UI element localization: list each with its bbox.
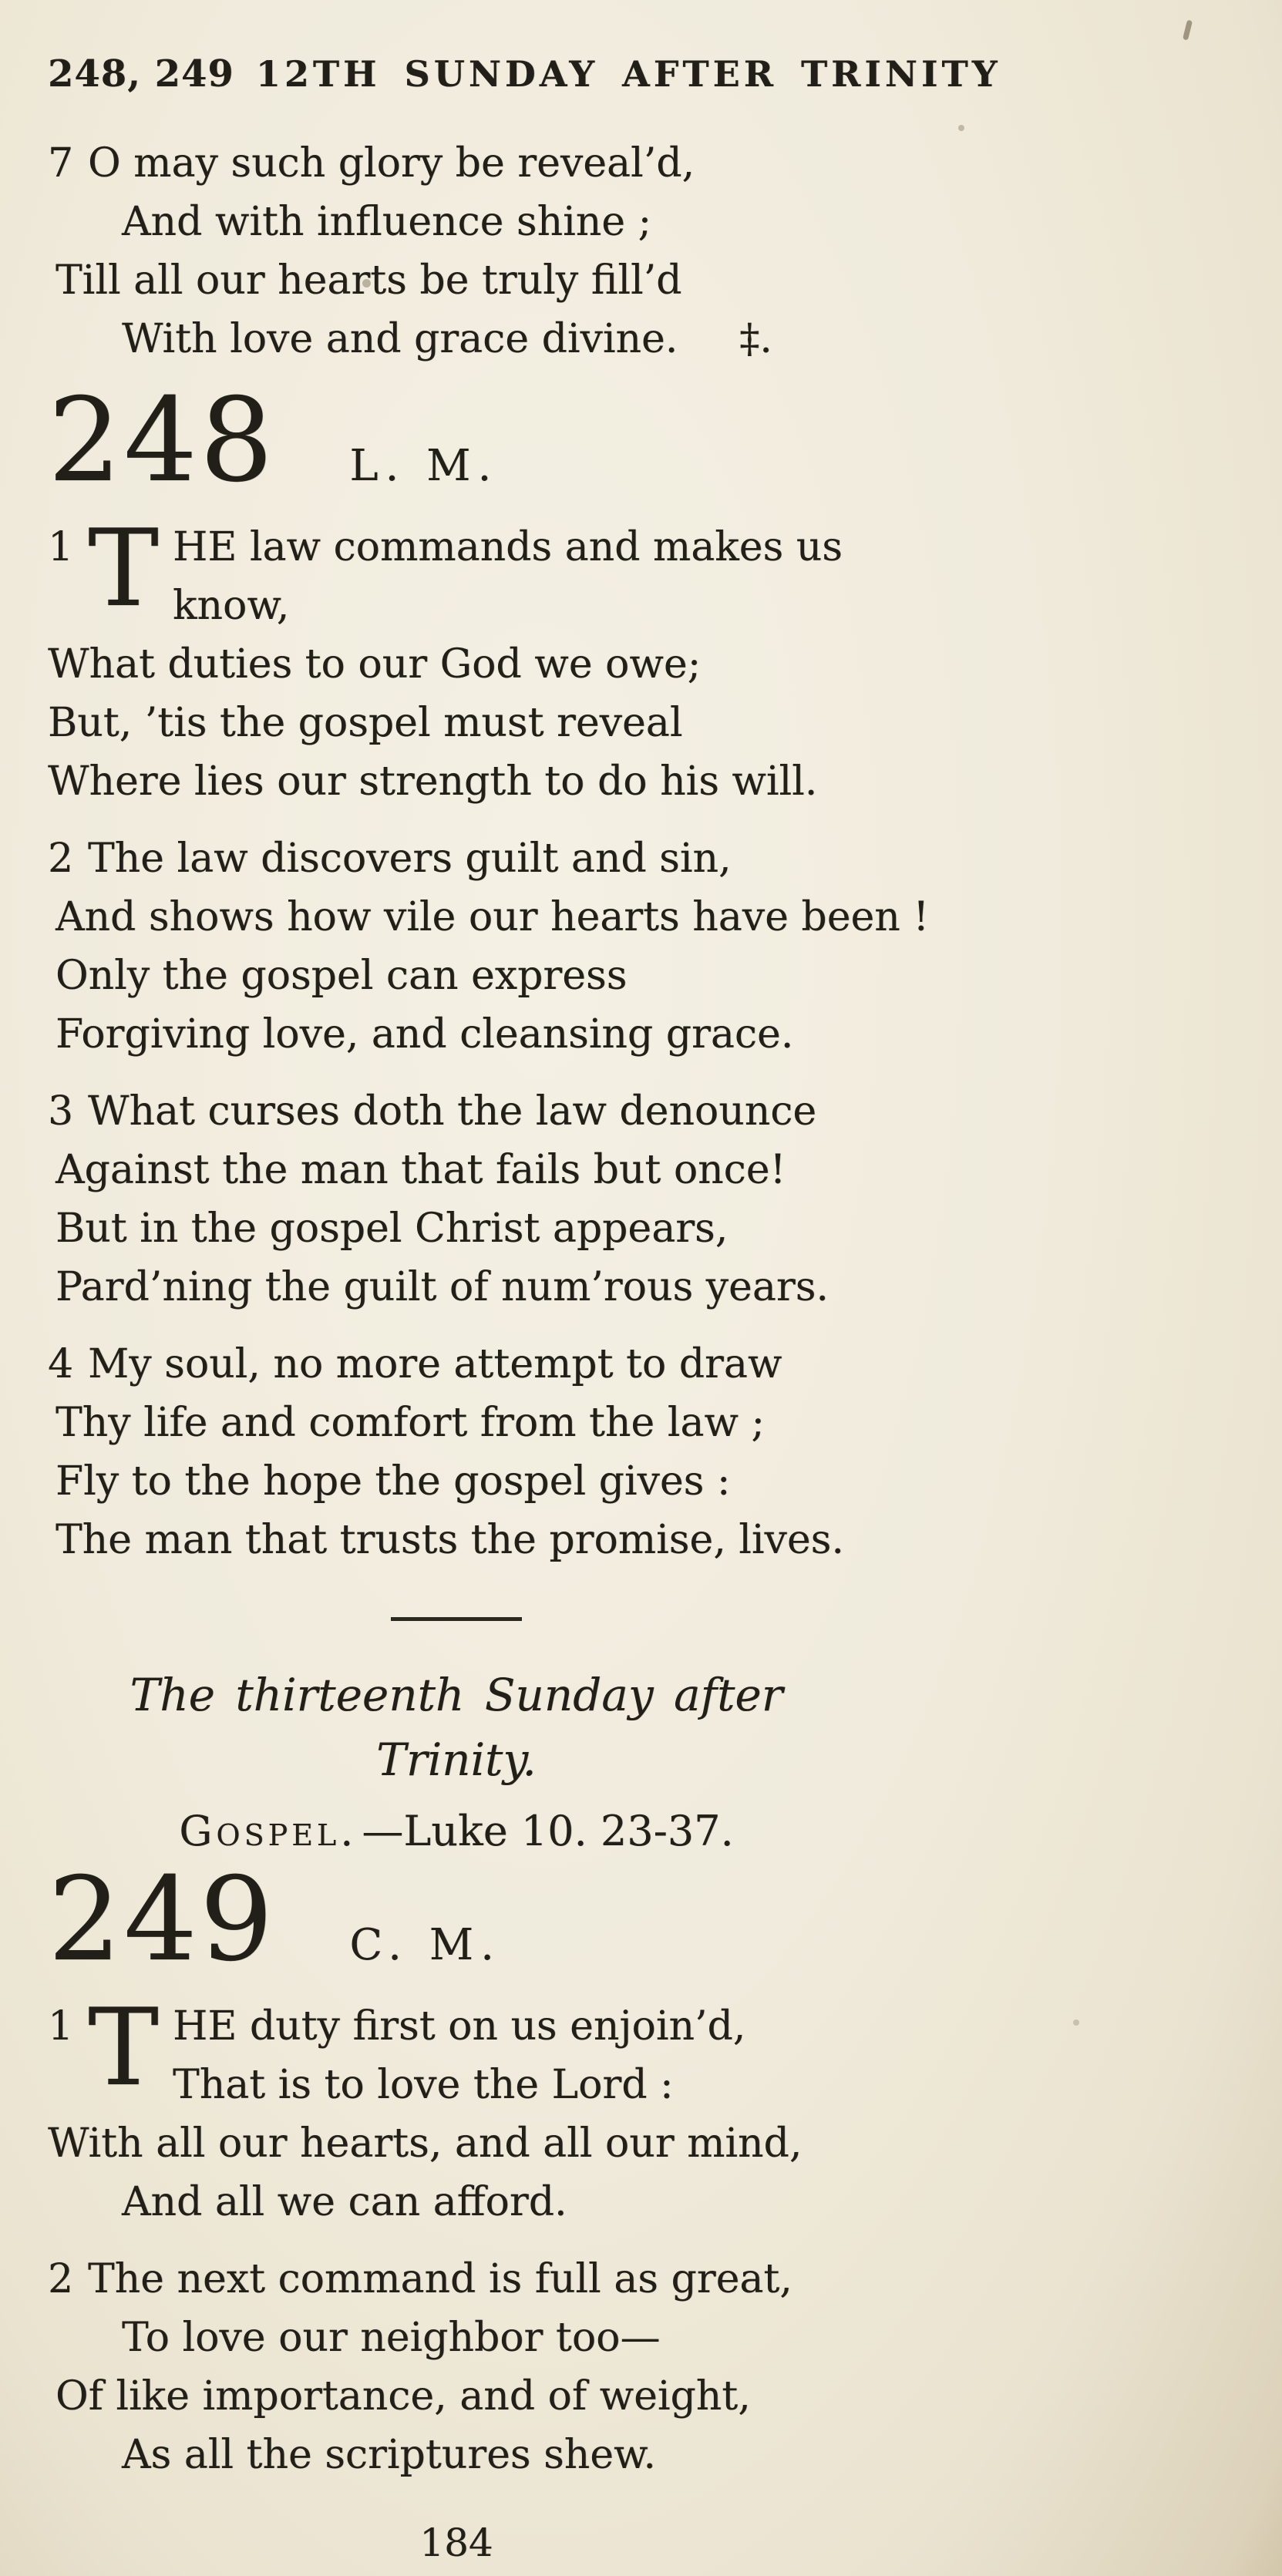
verse-number: 4	[48, 1341, 74, 1387]
verse-number: 7	[48, 140, 74, 187]
hymn-meter: C. M.	[349, 1920, 501, 1970]
verse-line-text: What curses doth the law denounce	[88, 1088, 817, 1135]
paper-speck	[958, 125, 964, 131]
verse-number: 3	[48, 1088, 74, 1135]
verse-line	[48, 134, 934, 193]
verse-line: And shows how vile our hearts have been !	[56, 894, 930, 940]
page-footer	[48, 2514, 865, 2572]
hymn-number: 249	[48, 1853, 276, 1987]
section-break	[48, 1617, 865, 1861]
gospel-reference-text: —Luke 10. 23-37.	[362, 1807, 734, 1855]
verse-line-text: O may such glory be reveal’d,	[88, 140, 695, 187]
verse-line: Pard’ning the guilt of num’rous years.	[56, 1264, 829, 1310]
running-header	[48, 45, 1001, 103]
prev-hymn-verse-7	[48, 134, 934, 368]
page-content	[48, 45, 1001, 2572]
verse-line: And with influence shine ;	[122, 199, 652, 245]
verse-line-text: The law discovers guilt and sin,	[88, 836, 732, 882]
stanza-verse-2	[48, 2250, 934, 2484]
verse-line: Fly to the hope the gospel gives :	[56, 1458, 731, 1505]
verse-number: 1	[48, 524, 74, 570]
verse-line: But in the gospel Christ appears,	[56, 1206, 728, 1252]
stanza-verse-1	[48, 506, 934, 811]
stanza-verse-4	[48, 1335, 934, 1569]
paper-speck	[1073, 2019, 1079, 2026]
verse-line	[122, 310, 934, 368]
verse-number: 2	[48, 836, 74, 882]
verse-line: Till all our hearts be truly fill’d	[56, 257, 682, 304]
hymn-248	[48, 374, 934, 1569]
verse-line-text: The next command is full as great,	[88, 2256, 792, 2302]
verse-line: That is to love the Lord :	[173, 2062, 674, 2108]
hymn-249	[48, 1853, 934, 2484]
end-mark: ‡.	[739, 316, 772, 362]
verse-line: As all the scriptures shew.	[122, 2432, 656, 2478]
stanza-verse-2	[48, 829, 934, 1064]
verse-number: 2	[48, 2256, 74, 2302]
hymn-number: 248	[48, 374, 276, 508]
verse-line: HE law commands and makes us know,	[173, 524, 843, 629]
verse-line	[48, 2250, 934, 2309]
verse-line: HE duty first on us enjoin’d,	[173, 2003, 746, 2050]
verse-line: Where lies our strength to do his will.	[48, 758, 818, 805]
drop-cap: T	[88, 506, 160, 631]
header-title: 12TH SUNDAY AFTER TRINITY	[255, 53, 1001, 95]
verse-line: The man that trusts the promise, lives.	[56, 1517, 844, 1563]
gospel-label: Gospel.	[179, 1807, 358, 1855]
verse-number: 1	[48, 2003, 74, 2050]
header-hymn-numbers: 248, 249	[48, 52, 234, 96]
verse-line: And all we can afford.	[122, 2179, 567, 2225]
verse-line-text: My soul, no more attempt to draw	[88, 1341, 782, 1387]
section-heading: The thirteenth Sunday after Trinity.	[130, 1669, 783, 1786]
hymn-heading	[48, 1853, 934, 1987]
stanza-verse-1	[48, 1986, 934, 2231]
verse-line: To love our neighbor too—	[122, 2315, 661, 2361]
verse-line: Only the gospel can express	[56, 953, 628, 999]
verse-line: Thy life and comfort from the law ;	[56, 1400, 765, 1446]
hymn-meter: L. M.	[349, 441, 499, 491]
verse-line	[48, 829, 934, 888]
page-number: 184	[419, 2521, 493, 2565]
verse-line-text: With love and grace divine.	[122, 316, 678, 362]
verse-line: With all our hearts, and all our mind,	[48, 2120, 803, 2167]
stanza-verse-3	[48, 1082, 934, 1317]
hymn-heading	[48, 374, 934, 508]
paper-speck	[1183, 20, 1193, 41]
verse-line: Of like importance, and of weight,	[56, 2373, 751, 2420]
drop-cap: T	[88, 1986, 160, 2110]
verse-line: Against the man that fails but once!	[56, 1147, 786, 1193]
verse-line: What duties to our God we owe;	[48, 641, 702, 688]
verse-line: But, ’tis the gospel must reveal	[48, 700, 683, 746]
verse-line: Forgiving love, and cleansing grace.	[56, 1011, 794, 1058]
verse-line	[48, 1082, 934, 1141]
verse-line	[48, 1335, 934, 1394]
section-divider	[391, 1617, 522, 1621]
